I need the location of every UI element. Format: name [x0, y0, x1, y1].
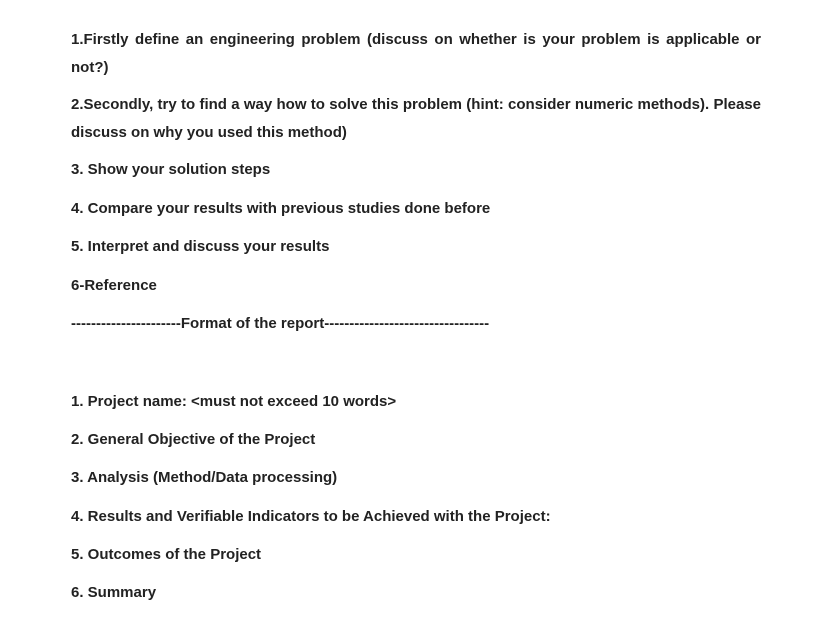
instruction-5: 5. Interpret and discuss your results	[71, 238, 330, 255]
instruction-2: 2.Secondly, try to find a way how to solve this problem (hint: consider numeric methods). Please discuss on why you used this method)	[71, 96, 761, 141]
instruction-1: 1.Firstly define an engineering problem (discuss on whether is your problem is applicable or not?)	[71, 31, 761, 76]
format-item-5: 5. Outcomes of the Project	[71, 546, 262, 563]
format-divider: ----------------------Format of the report---------------------------------	[71, 315, 490, 332]
instruction-3: 3. Show your solution steps	[71, 161, 271, 178]
document-page	[71, 0, 763, 623]
format-item-4: 4. Results and Verifiable Indicators to be Achieved with the Project:	[71, 508, 551, 525]
format-item-6: 6. Summary	[71, 584, 157, 601]
format-item-1: 1. Project name: <must not exceed 10 words>	[71, 393, 397, 410]
instruction-6: 6-Reference	[71, 277, 157, 294]
format-item-2: 2. General Objective of the Project	[71, 431, 316, 448]
format-item-3: 3. Analysis (Method/Data processing)	[71, 469, 338, 486]
instruction-4: 4. Compare your results with previous studies done before	[71, 200, 491, 217]
